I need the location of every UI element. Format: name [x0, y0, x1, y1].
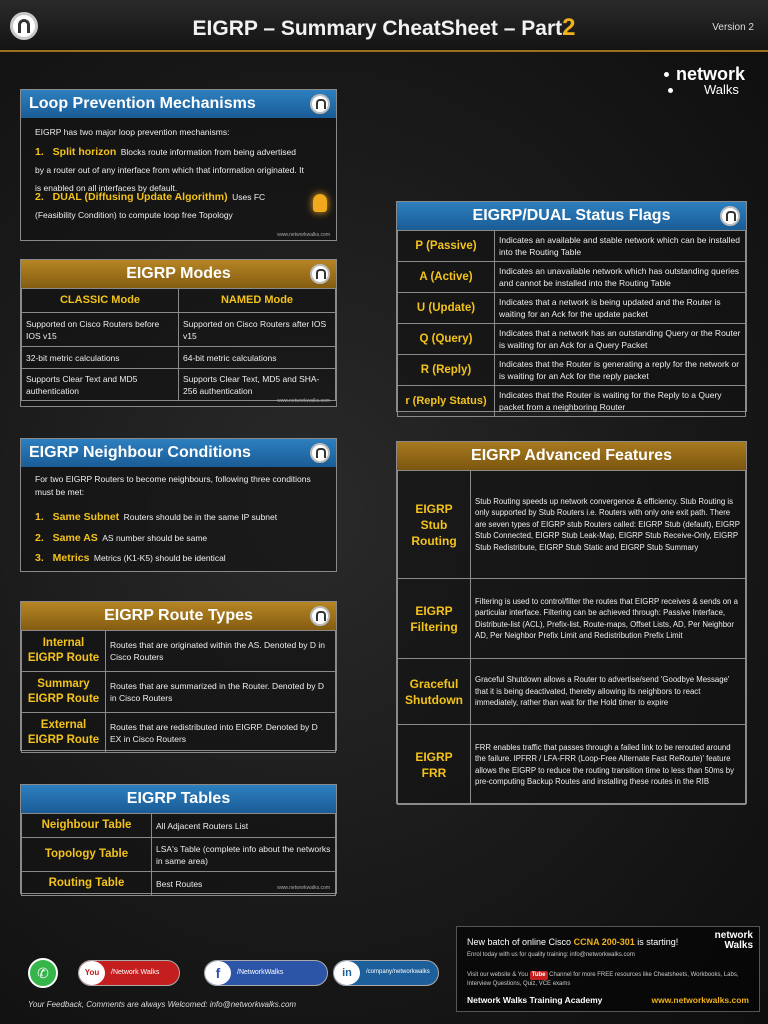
- advanced-features-title: EIGRP Advanced Features: [397, 442, 746, 470]
- route-types-table: [21, 630, 336, 753]
- feedback-text: Your Feedback, Comments are always Welcomed: info@networkwalks.com: [28, 1000, 297, 1009]
- footer-url: www.networkwalks.com: [277, 232, 330, 238]
- modes-table: [21, 288, 336, 401]
- footer-url: www.networkwalks.com: [277, 885, 330, 891]
- modes-cell: Supported on Cisco Routers after IOS v15: [179, 313, 336, 347]
- version-label: Version 2: [712, 22, 754, 33]
- feature-name: EIGRP FRR: [398, 725, 471, 805]
- network-walks-icon: [310, 443, 330, 463]
- training-ad[interactable]: [456, 926, 760, 1012]
- modes-cell: Supported on Cisco Routers before IOS v15: [22, 313, 179, 347]
- linkedin-icon: in: [334, 961, 360, 985]
- header-bar: [0, 0, 768, 52]
- flag-label: r (Reply Status): [398, 386, 495, 417]
- neighbour-intro: For two EIGRP Routers to become neighbours, following three conditions must be met:: [35, 474, 311, 497]
- page-title: EIGRP – Summary CheatSheet – Part2: [192, 14, 576, 41]
- lightbulb-icon: [313, 194, 327, 212]
- status-flags-panel: [396, 201, 747, 412]
- route-type-desc: Routes that are summarized in the Router. Denoted by D in Cisco Routers: [106, 672, 336, 713]
- eigrp-modes-title: EIGRP Modes: [21, 260, 336, 288]
- network-walks-icon: [310, 606, 330, 626]
- network-walks-icon: [310, 264, 330, 284]
- eigrp-tables-table: [21, 813, 336, 896]
- flag-desc: Indicates that a network has an outstanding Query or the Router is waiting for an Ack for a Query Packet: [495, 324, 746, 355]
- logo-dot-icon: [668, 88, 673, 93]
- table-desc: LSA's Table (complete info about the networks in same area): [152, 838, 336, 872]
- linkedin-link[interactable]: in /company/networkwalks: [333, 960, 439, 986]
- classic-mode-header: CLASSIC Mode: [22, 289, 179, 313]
- loop-prevention-panel: [20, 89, 337, 241]
- neighbour-item: 3. Metrics Metrics (K1-K5) should be identical: [35, 552, 226, 564]
- status-flags-title: EIGRP/DUAL Status Flags: [397, 202, 746, 230]
- advanced-features-panel: [396, 441, 747, 804]
- advanced-features-table: [397, 470, 746, 805]
- ad-headline: New batch of online Cisco CCNA 200-301 is starting!: [467, 937, 679, 947]
- brand-logo: network Walks: [664, 64, 760, 100]
- route-type-label: External EIGRP Route: [22, 713, 106, 753]
- loop-intro: EIGRP has two major loop prevention mechanisms:: [35, 127, 230, 137]
- eigrp-tables-panel: [20, 784, 337, 894]
- youtube-icon: Tube: [531, 972, 546, 978]
- loop-item: 2. DUAL (Diffusing Update Algorithm) Uses FC (Feasibility Condition) to compute loop free Topology: [35, 191, 266, 220]
- table-name: Neighbour Table: [22, 814, 152, 838]
- modes-cell: 32-bit metric calculations: [22, 347, 179, 369]
- modes-cell: 64-bit metric calculations: [179, 347, 336, 369]
- flag-label: Q (Query): [398, 324, 495, 355]
- loop-item: 1. Split horizon Blocks route information from being advertised by a router out of any interface from which that information originated. It is enabled on all interfaces by default.: [35, 146, 304, 193]
- route-type-label: Summary EIGRP Route: [22, 672, 106, 713]
- whatsapp-icon[interactable]: ✆: [28, 958, 58, 988]
- route-type-desc: Routes that are redistributed into EIGRP. Denoted by D EX in Cisco Routers: [106, 713, 336, 753]
- named-mode-header: NAMED Mode: [179, 289, 336, 313]
- neighbour-conditions-title: EIGRP Neighbour Conditions: [21, 439, 336, 467]
- academy-name: Network Walks Training Academy: [467, 995, 603, 1005]
- feature-name: EIGRP Filtering: [398, 579, 471, 659]
- facebook-link[interactable]: f /NetworkWalks: [204, 960, 328, 986]
- flag-label: A (Active): [398, 262, 495, 293]
- route-types-title: EIGRP Route Types: [21, 602, 336, 630]
- flag-desc: Indicates that the Router is waiting for the Reply to a Query packet from a neighboring Router: [495, 386, 746, 417]
- route-type-label: Internal EIGRP Route: [22, 631, 106, 672]
- feature-desc: Graceful Shutdown allows a Router to advertise/send 'Goodbye Message' that it is being deactivated, thereby allowing its neighbors to react immediately, rather than wait for the Hold timer to expire: [471, 659, 746, 725]
- feature-desc: FRR enables traffic that passes through a failed link to be rerouted around the failure. IPFRR / LFA-FRR (Loop-Free Alternate Fast ReRoute)' feature allows the EIGRP to reduce the routing transition time to less than 50ms by pre-computing Backup Routes and installing these routes in the RIB: [471, 725, 746, 805]
- facebook-icon: f: [205, 961, 231, 985]
- ad-enrol-text: Enrol today with us for quality training: info@networkwalks.com: [467, 952, 635, 958]
- youtube-link[interactable]: You /Network Walks: [78, 960, 180, 986]
- flag-desc: Indicates that the Router is generating a reply for the network or is waiting for an Ack for the reply packet: [495, 355, 746, 386]
- logo-dot-icon: [664, 72, 669, 77]
- ad-brand-logo: network Walks: [714, 930, 753, 951]
- feature-name: Graceful Shutdown: [398, 659, 471, 725]
- eigrp-tables-title: EIGRP Tables: [21, 785, 336, 813]
- website-link[interactable]: www.networkwalks.com: [651, 995, 749, 1005]
- flag-desc: Indicates an available and stable network which can be installed into the Routing Table: [495, 231, 746, 262]
- table-desc: All Adjacent Routers List: [152, 814, 336, 838]
- flag-label: P (Passive): [398, 231, 495, 262]
- neighbour-conditions-panel: [20, 438, 337, 572]
- footer-url: www.networkwalks.com: [277, 398, 330, 404]
- flag-label: R (Reply): [398, 355, 495, 386]
- eigrp-modes-panel: [20, 259, 337, 407]
- flag-label: U (Update): [398, 293, 495, 324]
- route-type-desc: Routes that are originated within the AS. Denoted by D in Cisco Routers: [106, 631, 336, 672]
- modes-cell: Supports Clear Text, MD5 and SHA-256 authentication: [179, 369, 336, 401]
- loop-prevention-title: Loop Prevention Mechanisms: [21, 90, 336, 118]
- youtube-icon: You: [79, 961, 105, 985]
- status-flags-table: [397, 230, 746, 417]
- flag-desc: Indicates that a network is being updated and the Router is waiting for an Ack for the update packet: [495, 293, 746, 324]
- feature-desc: Filtering is used to control/filter the routes that EIGRP receives & sends on a particular interface. Filtering can be achieved through: Passive Interface, Distribute-list (ACL), Prefix-list, Route-maps, Offset Lists, AD, Per Neighbor AD, Per Neighbor Prefix Limit and Redistribution Prefix Limit: [471, 579, 746, 659]
- table-desc: Best Routes: [152, 872, 336, 896]
- route-types-panel: [20, 601, 337, 751]
- network-walks-icon: [720, 206, 740, 226]
- feature-desc: Stub Routing speeds up network convergence & efficiency. Stub Routing is only supported by Stub Routers i.e. Routers with only one exit path. There are seven types of EIGRP stub Routers called: EIGRP Stub (default), EIGRP Stub Connected, EIGRP Stub Leak-Map, EIGRP Stub Receive-Only, EIGRP Stub Redistribute, EIGRP Stub Static and EIGRP Stub Summary: [471, 471, 746, 579]
- network-walks-icon: [310, 94, 330, 114]
- table-name: Routing Table: [22, 872, 152, 896]
- flag-desc: Indicates an unavailable network which has outstanding queries and cannot be installed into the Routing Table: [495, 262, 746, 293]
- ad-resources-text: Visit our website & You Tube Channel for more FREE resources like Cheatsheets, Workbooks, Labs, Interview Questions, Quiz, VCE exams: [467, 972, 739, 987]
- modes-cell: Supports Clear Text and MD5 authentication: [22, 369, 179, 401]
- feature-name: EIGRP Stub Routing: [398, 471, 471, 579]
- neighbour-item: 1. Same Subnet Routers should be in the same IP subnet: [35, 511, 278, 523]
- table-name: Topology Table: [22, 838, 152, 872]
- neighbour-item: 2. Same AS AS number should be same: [35, 532, 208, 544]
